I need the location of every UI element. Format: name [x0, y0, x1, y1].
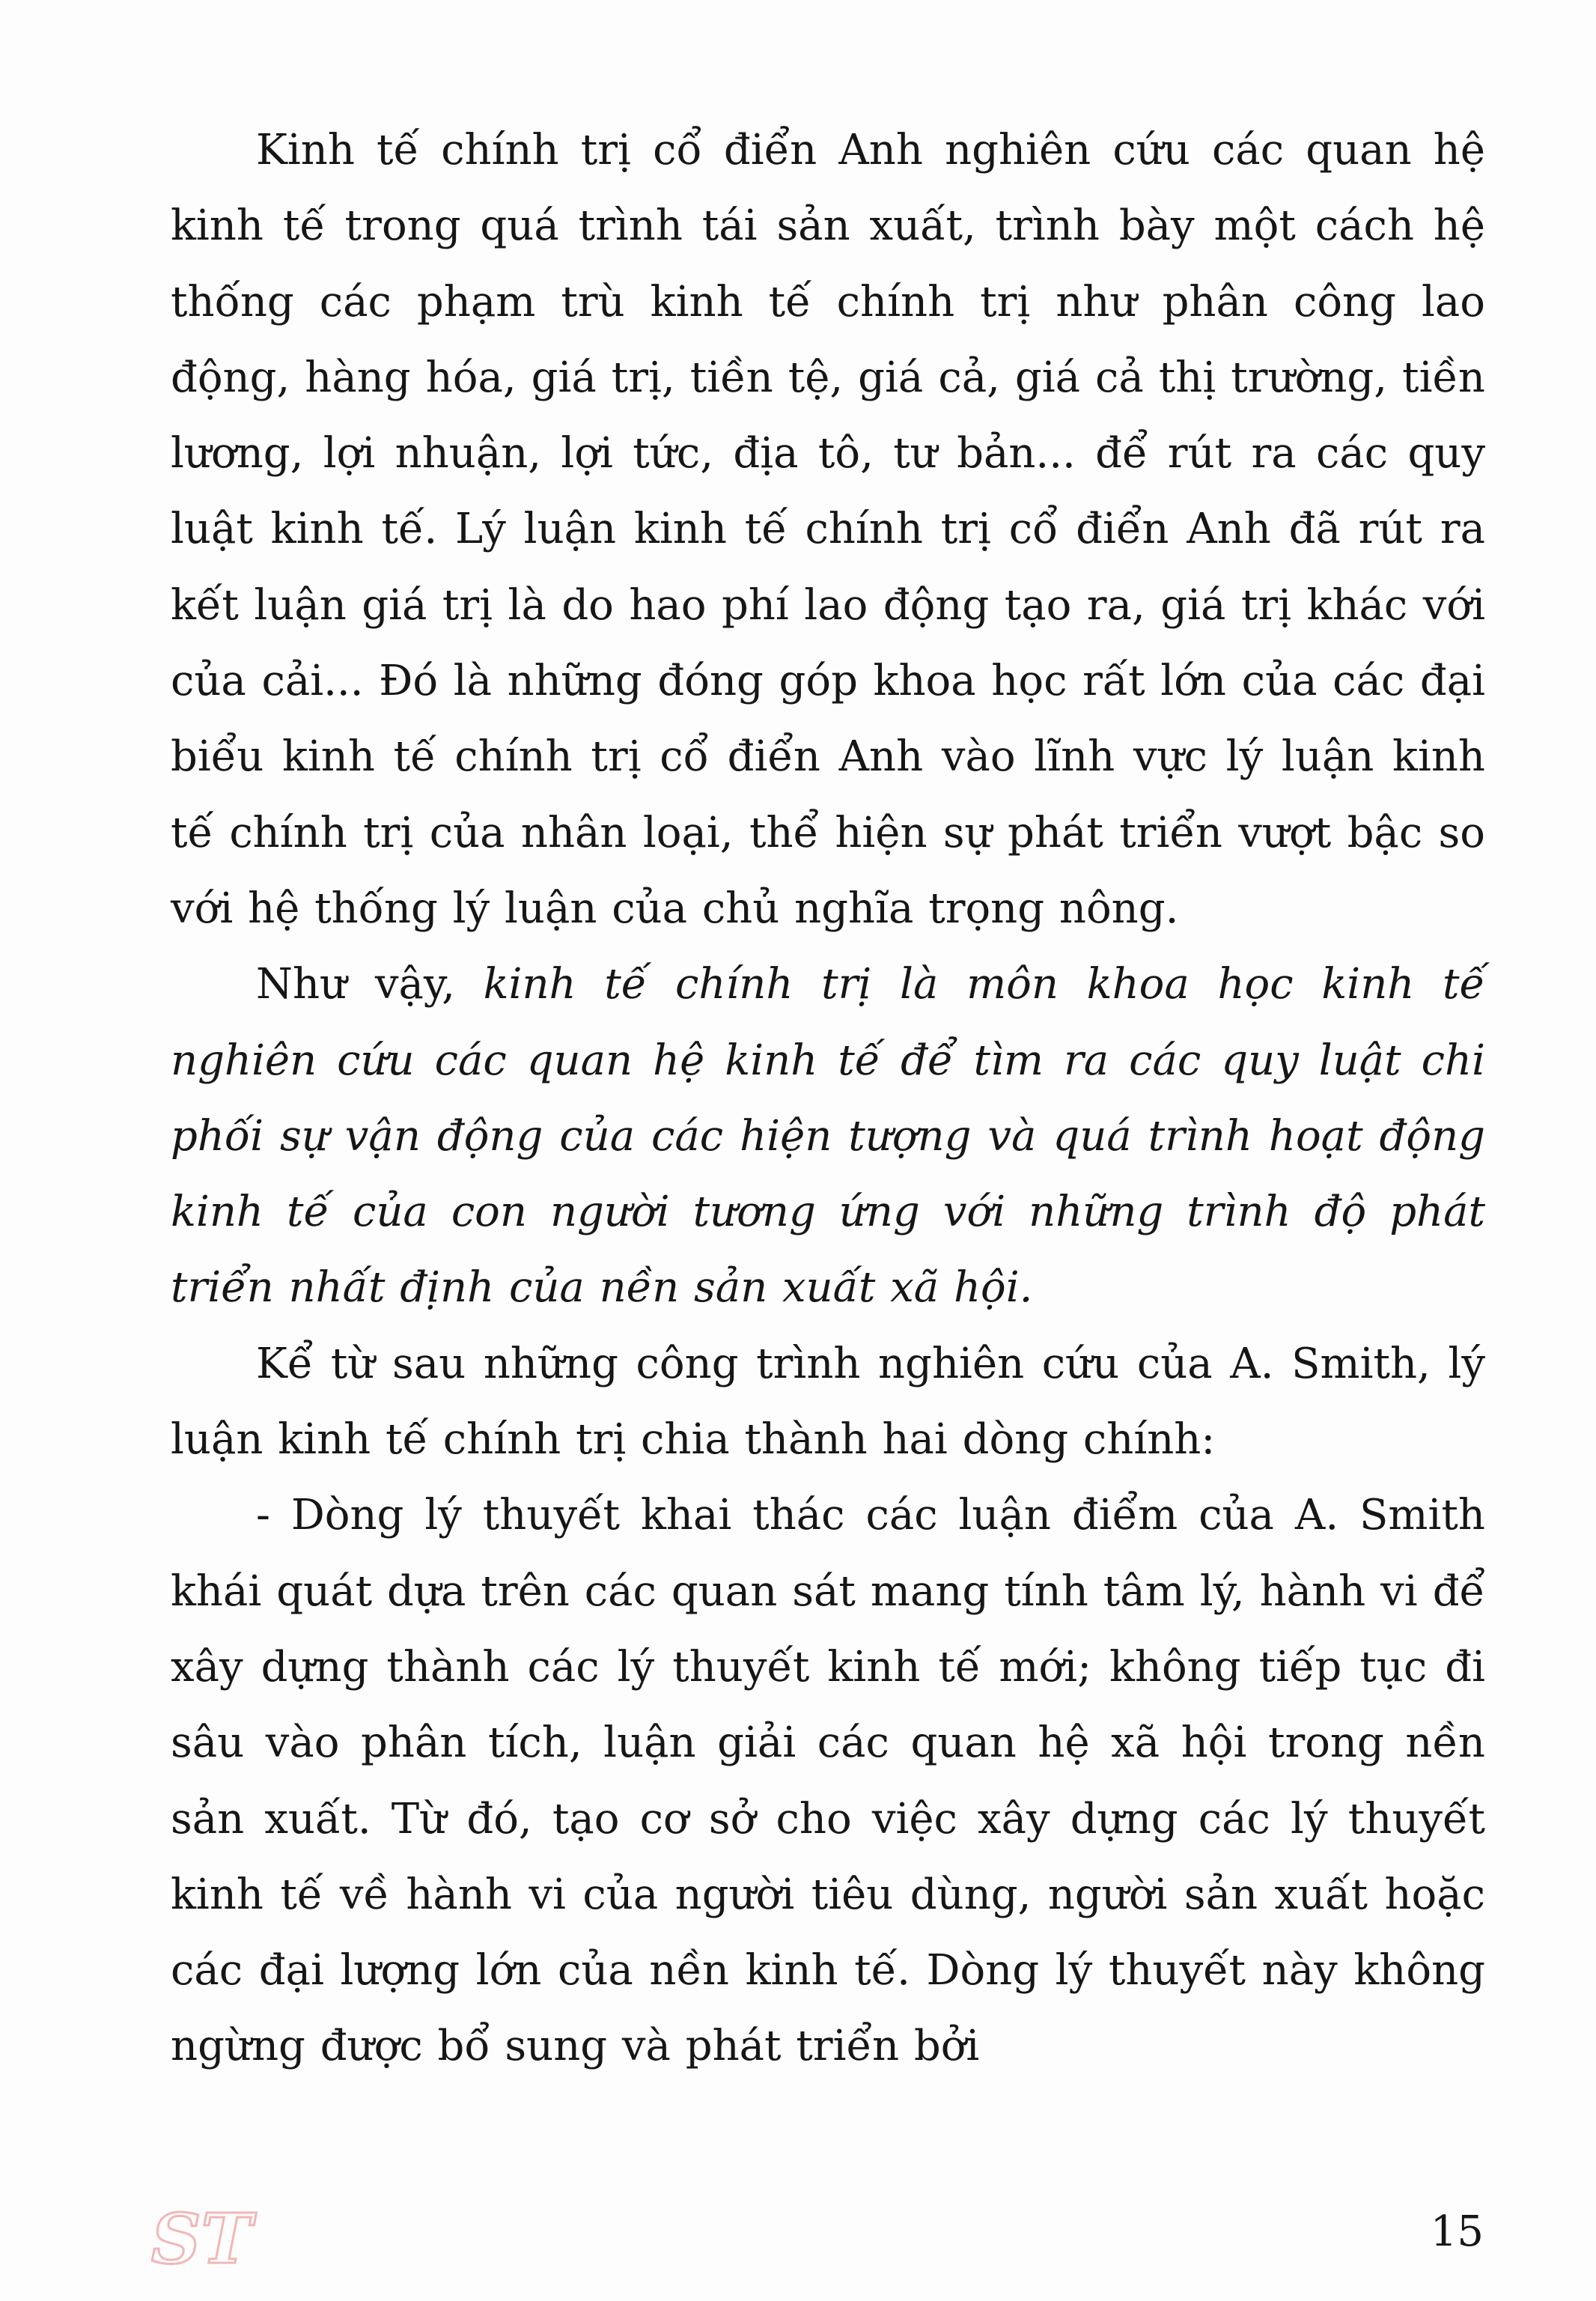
publisher-logo-icon — [148, 2194, 252, 2279]
paragraph-two-streams-intro: Kể từ sau những công trình nghiên cứu của A. Smith, lý luận kinh tế chính trị chia thành hai dòng chính: — [171, 1339, 1485, 1465]
publisher-logo-text: ST — [151, 2198, 252, 2279]
definition-italic: kinh tế chính trị là môn khoa học kinh tế nghiên cứu các quan hệ kinh tế để tìm ra các quy luật chi phối sự vận động của các hiện tượng và quá trình hoạt động kinh tế của con người tương ứng với những trình độ phát triển nhất định của nền sản xuất xã hội. — [171, 960, 1485, 1313]
paragraph-classical-economics: Kinh tế chính trị cổ điển Anh nghiên cứu các quan hệ kinh tế trong quá trình tái sản xuất, trình bày một cách hệ thống các phạm trù kinh tế chính trị như phân công lao động, hàng hóa, giá trị, tiền tệ, giá cả, giá cả thị trường, tiền lương, lợi nhuận, lợi tức, địa tô, tư bản... để rút ra các quy luật kinh tế. Lý luận kinh tế chính trị cổ điển Anh đã rút ra kết luận giá trị là do hao phí lao động tạo ra, giá trị khác với của cải... Đó là những đóng góp khoa học rất lớn của các đại biểu kinh tế chính trị cổ điển Anh vào lĩnh vực lý luận kinh tế chính trị của nhân loại, thể hiện sự phát triển vượt bậc so với hệ thống lý luận của chủ nghĩa trọng nông. — [171, 126, 1485, 933]
paragraph-first-stream: - Dòng lý thuyết khai thác các luận điểm của A. Smith khái quát dựa trên các quan sát mang tính tâm lý, hành vi để xây dựng thành các lý thuyết kinh tế mới; không tiếp tục đi sâu vào phân tích, luận giải các quan hệ xã hội trong nền sản xuất. Từ đó, tạo cơ sở cho việc xây dựng các lý thuyết kinh tế về hành vi của người tiêu dùng, người sản xuất hoặc các đại lượng lớn của nền kinh tế. Dòng lý thuyết này không ngừng được bổ sung và phát triển bởi — [171, 1491, 1485, 2071]
body-text — [171, 112, 1485, 2085]
definition-lead: Như vậy, — [256, 960, 484, 1009]
paragraph-definition — [171, 946, 1485, 1325]
page-number: 15 — [1430, 2207, 1484, 2256]
